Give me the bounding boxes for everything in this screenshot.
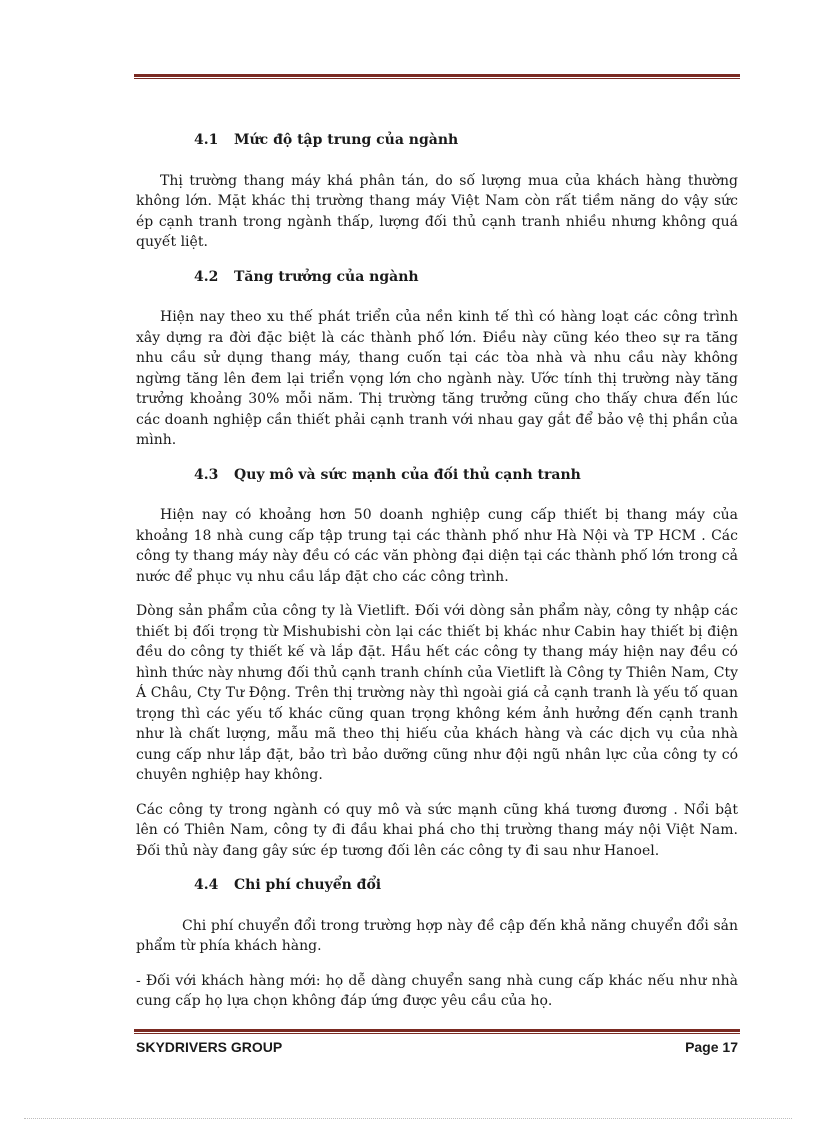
footer-group-name: SKYDRIVERS GROUP <box>136 1039 283 1055</box>
page-footer <box>136 1039 738 1055</box>
section-heading-4-3: 4.3 Quy mô và sức mạnh của đối thủ cạnh tranh <box>194 466 581 483</box>
paragraph: Thị trường thang máy khá phân tán, do số lượng mua của khách hàng thường không lớn. Mặt khác thị trường thang máy Việt Nam còn rất tiềm năng do vậy sức ép cạnh tranh trong ngành thấp, lượng đối thủ cạnh tranh nhiều nhưng không quá quyết liệt. <box>136 172 738 250</box>
section-heading-4-2: 4.2 Tăng trưởng của ngành <box>194 268 419 285</box>
header-rule <box>134 74 740 79</box>
footer-page-number: Page 17 <box>685 1039 738 1055</box>
section-heading-4-4: 4.4 Chi phí chuyển đổi <box>194 877 382 893</box>
page-edge-dotted-line <box>24 1118 792 1119</box>
paragraph: Hiện nay theo xu thế phát triển của nền kinh tế thì có hàng loạt các công trình xây dựng ra đời đặc biệt là các thành phố lớn. Điều này cũng kéo theo sự ra tăng nhu cầu sử dụng thang máy, thang cuốn tại các tòa nhà và nhu cầu này không ngừng tăng lên đem lại triển vọng lớn cho ngành này. Ước tính thị trường này tăng trưởng khoảng 30% mỗi năm. Thị trường tăng trưởng cũng cho thấy chưa đến lúc các doanh nghiệp cần thiết phải cạnh tranh với nhau gay gắt để bảo vệ thị phần của mình. <box>136 309 738 448</box>
paragraph: Dòng sản phẩm của công ty là Vietlift. Đối với dòng sản phẩm này, công ty nhập các thiết bị đối trọng từ Mishubishi còn lại các thiết bị khác như Cabin hay thiết bị điện đều do công ty thiết kế và lắp đặt. Hầu hết các công ty thang máy hiện nay đều có hình thức này nhưng đối thủ cạnh tranh chính của Vietlift là Công ty Thiên Nam, Cty Á Châu, Cty Tư Động. Trên thị trường này thì ngoài giá cả cạnh tranh là yếu tố quan trọng thì các yếu tố khác cũng quan trọng không kém ảnh hưởng đến cạnh tranh như là chất lượng, mẫu mã theo thị hiếu của khách hàng và các dịch vụ của nhà cung cấp như lắp đặt, bảo trì bảo dưỡng cũng như đội ngũ nhân lực của công ty có chuyên nghiệp hay không. <box>136 603 738 783</box>
paragraph: Các công ty trong ngành có quy mô và sức mạnh cũng khá tương đương . Nổi bật lên có Thiên Nam, công ty đi đầu khai phá cho thị trường thang máy nội Việt Nam. Đối thủ này đang gây sức ép tương đối lên các công ty đi sau như Hanoel. <box>136 801 738 859</box>
paragraph: Chi phí chuyển đổi trong trường hợp này đề cập đến khả năng chuyển đổi sản phẩm từ phía khách hàng. <box>136 917 738 954</box>
section-heading-4-1: 4.1 Mức độ tập trung của ngành <box>194 132 459 148</box>
page-content <box>136 130 738 1026</box>
footer-rule <box>134 1029 740 1034</box>
paragraph: Hiện nay có khoảng hơn 50 doanh nghiệp cung cấp thiết bị thang máy của khoảng 18 nhà cung cấp tập trung tại các thành phố như Hà Nội và TP HCM . Các công ty thang máy này đều có các văn phòng đại diện tại các thành phố lớn trong cả nước để phục vụ nhu cầu lắp đặt cho các công trình. <box>136 507 738 585</box>
paragraph: - Đối với khách hàng mới: họ dễ dàng chuyển sang nhà cung cấp khác nếu như nhà cung cấp họ lựa chọn không đáp ứng được yêu cầu của họ. <box>136 972 738 1009</box>
